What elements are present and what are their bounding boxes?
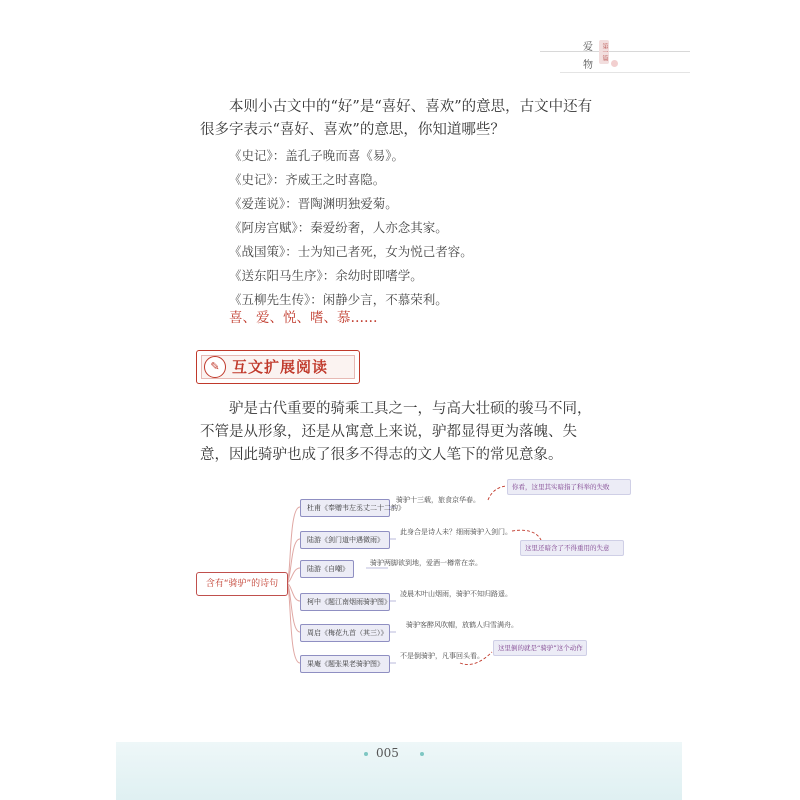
header-chapter-tag: 第一篇	[599, 40, 609, 64]
mindmap-verse: 骑驴两脚欲到地，爱酒一樽常在亲。	[370, 559, 482, 567]
citation-line: 《爱莲说》：晋陶渊明独爱菊。	[229, 196, 398, 211]
section-title: 互文扩展阅读	[232, 358, 329, 376]
annotation-note: 这里还暗含了不得重用的失意	[520, 540, 624, 556]
intro-paragraph: 本则小古文中的“好”是“喜好、喜欢”的意思，古文中还有很多字表示“喜好、喜欢”的意思，你知道哪些？	[200, 99, 593, 138]
annotation-note: 这里倒的就是“骑驴”这个动作	[493, 640, 587, 656]
page-number-dot-left	[364, 752, 368, 756]
citation-line: 《史记》：齐威王之时喜隐。	[229, 172, 386, 187]
page-number: 005	[376, 746, 399, 760]
compass-icon: ✎	[204, 356, 226, 378]
header-char-1: 爱	[583, 42, 593, 53]
mindmap-verse: 骑驴十三载，旅食京华春。	[396, 496, 480, 504]
mindmap-verse: 凌晨木叶山烟雨，骑驴不知归路遥。	[400, 590, 512, 598]
citation-line: 《五柳先生传》：闲静少言，不慕荣利。	[229, 292, 448, 307]
page-number-dot-right	[420, 752, 424, 756]
footer-band	[116, 742, 682, 800]
citation-line: 《阿房宫赋》：秦爱纷奢，人亦念其家。	[229, 220, 448, 235]
mindmap-node: 柯中《题江南烟雨骑驴图》	[300, 593, 390, 611]
mindmap-node: 杜甫《奉赠韦左丞丈二十二韵》	[300, 499, 390, 517]
mindmap-verse: 此身合是诗人未？细雨骑驴入剑门。	[400, 528, 512, 536]
mindmap-node: 陆游《自嘲》	[300, 560, 354, 578]
body-paragraph: 驴是古代重要的骑乘工具之一，与高大壮硕的骏马不同，不管是从形象，还是从寓意上来说，驴都显得更为落魄、失意，因此骑驴也成了很多不得志的文人笔下的常见意象。	[200, 401, 592, 463]
mindmap-node: 果庵《题张果老骑驴图》	[300, 655, 390, 673]
mindmap-verse: 不是倒骑驴，凡事回头看。	[400, 652, 484, 660]
citation-line: 《战国策》：士为知己者死，女为悦己者容。	[229, 244, 473, 259]
answer-list: 喜、爱、悦、嗜、慕……	[229, 310, 378, 326]
header-char-2: 物	[583, 60, 593, 71]
mindmap-verse: 骑驴客醉风吹帽，放鹤人归雪满舟。	[406, 621, 518, 629]
citation-line: 《史记》：盖孔子晚而喜《易》。	[229, 148, 405, 163]
annotation-note: 你看，这里其实暗指了科举的失败	[507, 479, 631, 495]
mindmap-node: 陆游《剑门道中遇微雨》	[300, 531, 390, 549]
mindmap-node: 周启《梅花九首（其三）》	[300, 624, 390, 642]
mindmap-root: 含有“骑驴”的诗句	[196, 572, 288, 596]
citation-line: 《送东阳马生序》：余幼时即嗜学。	[229, 268, 423, 283]
